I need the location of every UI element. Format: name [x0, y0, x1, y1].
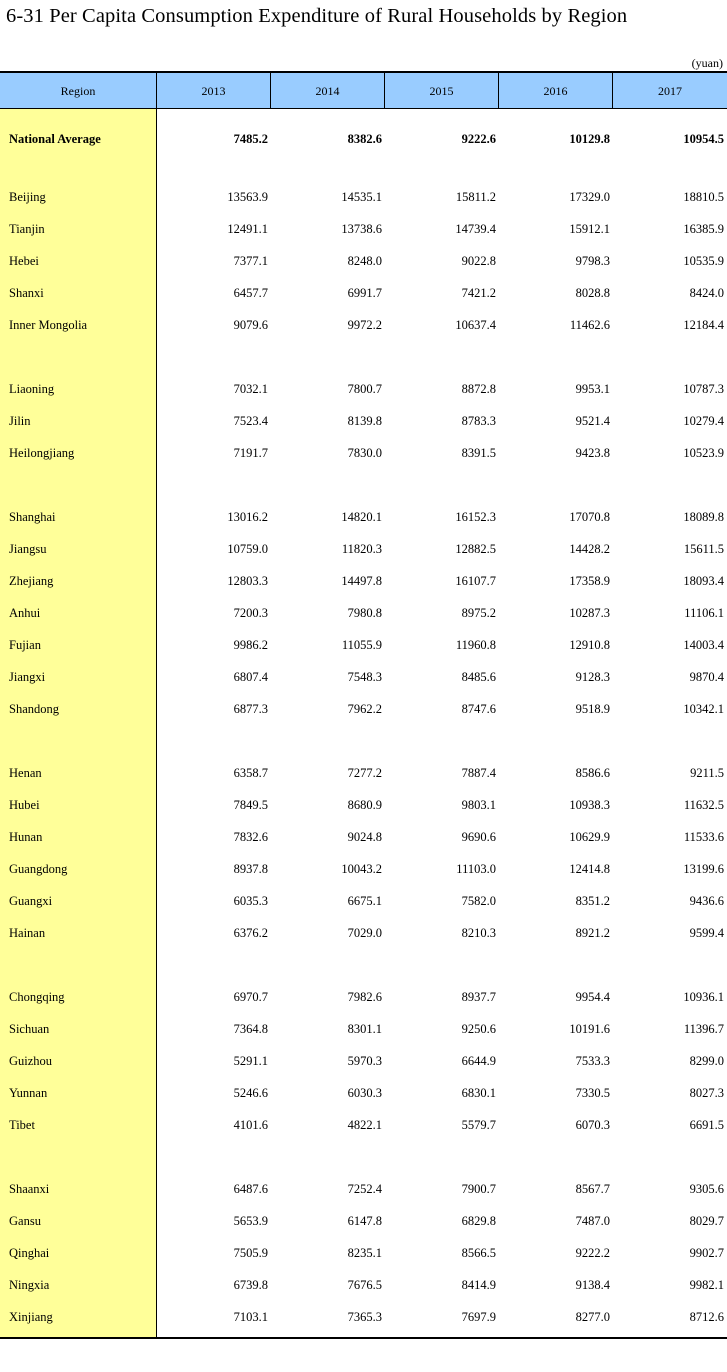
- value-cell: 8712.6: [689, 1310, 724, 1324]
- value-cell: 6457.7: [233, 286, 268, 300]
- value-cell: 8485.6: [461, 670, 496, 684]
- value-cell: 9250.6: [461, 1022, 496, 1036]
- value-cell: 13016.2: [227, 510, 268, 524]
- value-cell: 16152.3: [455, 510, 496, 524]
- value-cell: 7487.0: [575, 1214, 610, 1228]
- value-cell: 6991.7: [347, 286, 382, 300]
- value-cell: 12910.8: [569, 638, 610, 652]
- value-cell: 9902.7: [689, 1246, 724, 1260]
- value-cell: 12414.8: [569, 862, 610, 876]
- value-cell: 8414.9: [461, 1278, 496, 1292]
- region-name: Guangxi: [9, 894, 53, 908]
- table-row: [0, 1243, 727, 1263]
- table-row: [0, 859, 727, 879]
- value-cell: 6147.8: [347, 1214, 382, 1228]
- region-name: Hebei: [9, 254, 39, 268]
- value-cell: 12803.3: [227, 574, 268, 588]
- value-cell: 14820.1: [341, 510, 382, 524]
- value-cell: 11103.0: [456, 862, 496, 876]
- value-cell: 12184.4: [683, 318, 724, 332]
- value-cell: 7548.3: [347, 670, 382, 684]
- value-cell: 8351.2: [575, 894, 610, 908]
- value-cell: 7377.1: [233, 254, 268, 268]
- value-cell: 7365.3: [347, 1310, 382, 1324]
- value-cell: 11820.3: [341, 542, 382, 556]
- value-cell: 9436.6: [689, 894, 724, 908]
- value-cell: 11106.1: [684, 606, 724, 620]
- value-cell: 7887.4: [461, 766, 496, 780]
- table-row: [0, 763, 727, 783]
- value-cell: 8747.6: [461, 702, 496, 716]
- value-cell: 5291.1: [233, 1054, 268, 1068]
- value-cell: 10637.4: [455, 318, 496, 332]
- value-cell: 8567.7: [575, 1182, 610, 1196]
- table-row: [0, 1051, 727, 1071]
- value-cell: 7523.4: [233, 414, 268, 428]
- value-cell: 9953.1: [575, 382, 610, 396]
- value-cell: 7980.8: [347, 606, 382, 620]
- region-name: Jilin: [9, 414, 31, 428]
- value-cell: 11533.6: [683, 830, 724, 844]
- year-header: 2017: [658, 84, 682, 98]
- table-row: [0, 923, 727, 943]
- year-header: 2016: [543, 84, 568, 98]
- value-cell: 14003.4: [683, 638, 724, 652]
- table-row: [0, 1275, 727, 1295]
- value-cell: 9211.5: [690, 766, 724, 780]
- table-bottom-rule: [0, 1337, 727, 1339]
- table-row: [0, 539, 727, 559]
- value-cell: 8301.1: [347, 1022, 382, 1036]
- region-name: Ningxia: [9, 1278, 50, 1292]
- value-cell: 6644.9: [461, 1054, 496, 1068]
- region-name: Anhui: [9, 606, 41, 620]
- table-row: [0, 507, 727, 527]
- value-cell: 7900.7: [461, 1182, 496, 1196]
- value-cell: 7330.5: [575, 1086, 610, 1100]
- value-cell: 9022.8: [461, 254, 496, 268]
- value-cell: 8391.5: [461, 446, 496, 460]
- value-cell: 7962.2: [347, 702, 382, 716]
- value-cell: 7676.5: [347, 1278, 382, 1292]
- value-cell: 6376.2: [233, 926, 268, 940]
- value-cell: 8382.6: [347, 132, 382, 146]
- value-cell: 6691.5: [689, 1118, 724, 1132]
- value-cell: 9079.6: [233, 318, 268, 332]
- table-row: [0, 443, 727, 463]
- value-cell: 9305.6: [689, 1182, 724, 1196]
- value-cell: 7252.4: [347, 1182, 382, 1196]
- value-cell: 18089.8: [683, 510, 724, 524]
- value-cell: 6970.7: [233, 990, 268, 1004]
- value-cell: 18093.4: [683, 574, 724, 588]
- region-name: Beijing: [9, 190, 46, 204]
- value-cell: 9128.3: [575, 670, 610, 684]
- region-name: Heilongjiang: [9, 446, 75, 460]
- value-cell: 5970.3: [347, 1054, 382, 1068]
- region-name: Fujian: [9, 638, 41, 652]
- value-cell: 10936.1: [683, 990, 724, 1004]
- value-cell: 15811.2: [455, 190, 496, 204]
- table-row: [0, 667, 727, 687]
- value-cell: 8783.3: [461, 414, 496, 428]
- unit-label: (yuan): [691, 56, 723, 70]
- region-name: Jiangxi: [9, 670, 46, 684]
- value-cell: 11632.5: [683, 798, 724, 812]
- year-header: 2015: [429, 84, 454, 98]
- value-cell: 9798.3: [575, 254, 610, 268]
- value-cell: 8027.3: [689, 1086, 724, 1100]
- value-cell: 8029.7: [689, 1214, 724, 1228]
- table-row: [0, 1115, 727, 1135]
- value-cell: 10787.3: [683, 382, 724, 396]
- value-cell: 8975.2: [461, 606, 496, 620]
- value-cell: 10129.8: [569, 132, 610, 146]
- value-cell: 9870.4: [689, 670, 724, 684]
- page-title: 6-31 Per Capita Consumption Expenditure of Rural Households by Region: [6, 5, 628, 27]
- value-cell: 14739.4: [455, 222, 496, 236]
- year-header: 2013: [201, 84, 226, 98]
- value-cell: 11462.6: [569, 318, 610, 332]
- region-header: Region: [60, 84, 96, 98]
- value-cell: 7697.9: [461, 1310, 496, 1324]
- value-cell: 9222.2: [575, 1246, 610, 1260]
- value-cell: 4822.1: [347, 1118, 382, 1132]
- value-cell: 6830.1: [461, 1086, 496, 1100]
- region-name: Guizhou: [9, 1054, 53, 1068]
- value-cell: 6829.8: [461, 1214, 496, 1228]
- value-cell: 10535.9: [683, 254, 724, 268]
- table-row: [0, 219, 727, 239]
- value-cell: 10759.0: [227, 542, 268, 556]
- value-cell: 8277.0: [575, 1310, 610, 1324]
- value-cell: 14535.1: [341, 190, 382, 204]
- value-cell: 7485.2: [233, 132, 268, 146]
- value-cell: 8235.1: [347, 1246, 382, 1260]
- value-cell: 8872.8: [461, 382, 496, 396]
- value-cell: 8937.7: [461, 990, 496, 1004]
- value-cell: 7191.7: [233, 446, 268, 460]
- table-row: [0, 603, 727, 623]
- value-cell: 10279.4: [683, 414, 724, 428]
- region-name: Tibet: [9, 1118, 35, 1132]
- region-name: Xinjiang: [9, 1310, 53, 1324]
- value-cell: 8566.5: [461, 1246, 496, 1260]
- region-name: Liaoning: [9, 382, 55, 396]
- table-row: [0, 1083, 727, 1103]
- value-cell: 9138.4: [575, 1278, 610, 1292]
- value-cell: 7364.8: [233, 1022, 268, 1036]
- region-name: Shanghai: [9, 510, 56, 524]
- value-cell: 10287.3: [569, 606, 610, 620]
- region-name: Hubei: [9, 798, 40, 812]
- value-cell: 12882.5: [455, 542, 496, 556]
- value-cell: 7832.6: [233, 830, 268, 844]
- value-cell: 16385.9: [683, 222, 724, 236]
- value-cell: 6035.3: [233, 894, 268, 908]
- value-cell: 8299.0: [689, 1054, 724, 1068]
- value-cell: 11960.8: [455, 638, 496, 652]
- table-row: [0, 891, 727, 911]
- value-cell: 18810.5: [683, 190, 724, 204]
- table-row: [0, 987, 727, 1007]
- region-name: Shanxi: [9, 286, 44, 300]
- value-cell: 9972.2: [347, 318, 382, 332]
- region-name: Hunan: [9, 830, 43, 844]
- value-cell: 14497.8: [341, 574, 382, 588]
- value-cell: 9222.6: [461, 132, 496, 146]
- value-cell: 8680.9: [347, 798, 382, 812]
- value-cell: 7830.0: [347, 446, 382, 460]
- value-cell: 6877.3: [233, 702, 268, 716]
- value-cell: 5246.6: [233, 1086, 268, 1100]
- table-row: [0, 315, 727, 335]
- table-row: [0, 699, 727, 719]
- value-cell: 9423.8: [575, 446, 610, 460]
- value-cell: 7505.9: [233, 1246, 268, 1260]
- value-cell: 13738.6: [341, 222, 382, 236]
- table-row: [0, 1019, 727, 1039]
- value-cell: 7032.1: [233, 382, 268, 396]
- value-cell: 8937.8: [233, 862, 268, 876]
- region-name: Zhejiang: [9, 574, 54, 588]
- table-row: [0, 827, 727, 847]
- region-name: Tianjin: [9, 222, 45, 236]
- region-name: Yunnan: [9, 1086, 48, 1100]
- value-cell: 9690.6: [461, 830, 496, 844]
- table-row: [0, 1179, 727, 1199]
- table-row: [0, 571, 727, 591]
- value-cell: 7103.1: [233, 1310, 268, 1324]
- region-name: Qinghai: [9, 1246, 50, 1260]
- table-row: [0, 379, 727, 399]
- value-cell: 8586.6: [575, 766, 610, 780]
- region-name: Gansu: [9, 1214, 41, 1228]
- value-cell: 6030.3: [347, 1086, 382, 1100]
- table-row: [0, 1307, 727, 1327]
- value-cell: 9986.2: [233, 638, 268, 652]
- value-cell: 8210.3: [461, 926, 496, 940]
- value-cell: 7800.7: [347, 382, 382, 396]
- region-name: National Average: [9, 132, 101, 146]
- value-cell: 9803.1: [461, 798, 496, 812]
- value-cell: 16107.7: [455, 574, 496, 588]
- value-cell: 10954.5: [683, 132, 724, 146]
- national-average-row: [0, 129, 727, 149]
- value-cell: 10043.2: [341, 862, 382, 876]
- value-cell: 15912.1: [569, 222, 610, 236]
- region-name: Sichuan: [9, 1022, 50, 1036]
- value-cell: 11396.7: [683, 1022, 724, 1036]
- value-cell: 9024.8: [347, 830, 382, 844]
- table-row: [0, 283, 727, 303]
- year-header: 2014: [315, 84, 340, 98]
- value-cell: 10191.6: [569, 1022, 610, 1036]
- value-cell: 5579.7: [461, 1118, 496, 1132]
- value-cell: 7029.0: [347, 926, 382, 940]
- region-name: Shandong: [9, 702, 59, 716]
- value-cell: 17358.9: [569, 574, 610, 588]
- value-cell: 15611.5: [683, 542, 724, 556]
- value-cell: 9518.9: [575, 702, 610, 716]
- value-cell: 17329.0: [569, 190, 610, 204]
- value-cell: 7533.3: [575, 1054, 610, 1068]
- table-row: [0, 187, 727, 207]
- value-cell: 10629.9: [569, 830, 610, 844]
- region-name: Guangdong: [9, 862, 68, 876]
- value-cell: 6675.1: [347, 894, 382, 908]
- value-cell: 17070.8: [569, 510, 610, 524]
- region-name: Shaanxi: [9, 1182, 50, 1196]
- table-row: [0, 411, 727, 431]
- value-cell: 10938.3: [569, 798, 610, 812]
- data-table: [0, 71, 727, 1340]
- value-cell: 6807.4: [233, 670, 268, 684]
- value-cell: 11055.9: [341, 638, 382, 652]
- value-cell: 7982.6: [347, 990, 382, 1004]
- value-cell: 9521.4: [575, 414, 610, 428]
- value-cell: 6358.7: [233, 766, 268, 780]
- value-cell: 9954.4: [575, 990, 610, 1004]
- value-cell: 12491.1: [227, 222, 268, 236]
- value-cell: 6487.6: [233, 1182, 268, 1196]
- value-cell: 9982.1: [689, 1278, 724, 1292]
- value-cell: 10342.1: [683, 702, 724, 716]
- value-cell: 8424.0: [689, 286, 724, 300]
- value-cell: 6739.8: [233, 1278, 268, 1292]
- value-cell: 8028.8: [575, 286, 610, 300]
- region-name: Hainan: [9, 926, 46, 940]
- region-name: Inner Mongolia: [9, 318, 88, 332]
- value-cell: 4101.6: [233, 1118, 268, 1132]
- value-cell: 7200.3: [233, 606, 268, 620]
- value-cell: 9599.4: [689, 926, 724, 940]
- table-header: [0, 71, 727, 109]
- table-row: [0, 1211, 727, 1231]
- value-cell: 7421.2: [461, 286, 496, 300]
- table-row: [0, 635, 727, 655]
- region-name: Chongqing: [9, 990, 65, 1004]
- value-cell: 6070.3: [575, 1118, 610, 1132]
- value-cell: 7277.2: [347, 766, 382, 780]
- table-row: [0, 251, 727, 271]
- value-cell: 7582.0: [461, 894, 496, 908]
- value-cell: 8139.8: [347, 414, 382, 428]
- value-cell: 8921.2: [575, 926, 610, 940]
- table-row: [0, 795, 727, 815]
- value-cell: 13199.6: [683, 862, 724, 876]
- value-cell: 5653.9: [233, 1214, 268, 1228]
- value-cell: 7849.5: [233, 798, 268, 812]
- value-cell: 8248.0: [347, 254, 382, 268]
- value-cell: 13563.9: [227, 190, 268, 204]
- region-name: Henan: [9, 766, 42, 780]
- value-cell: 10523.9: [683, 446, 724, 460]
- value-cell: 14428.2: [569, 542, 610, 556]
- region-name: Jiangsu: [9, 542, 47, 556]
